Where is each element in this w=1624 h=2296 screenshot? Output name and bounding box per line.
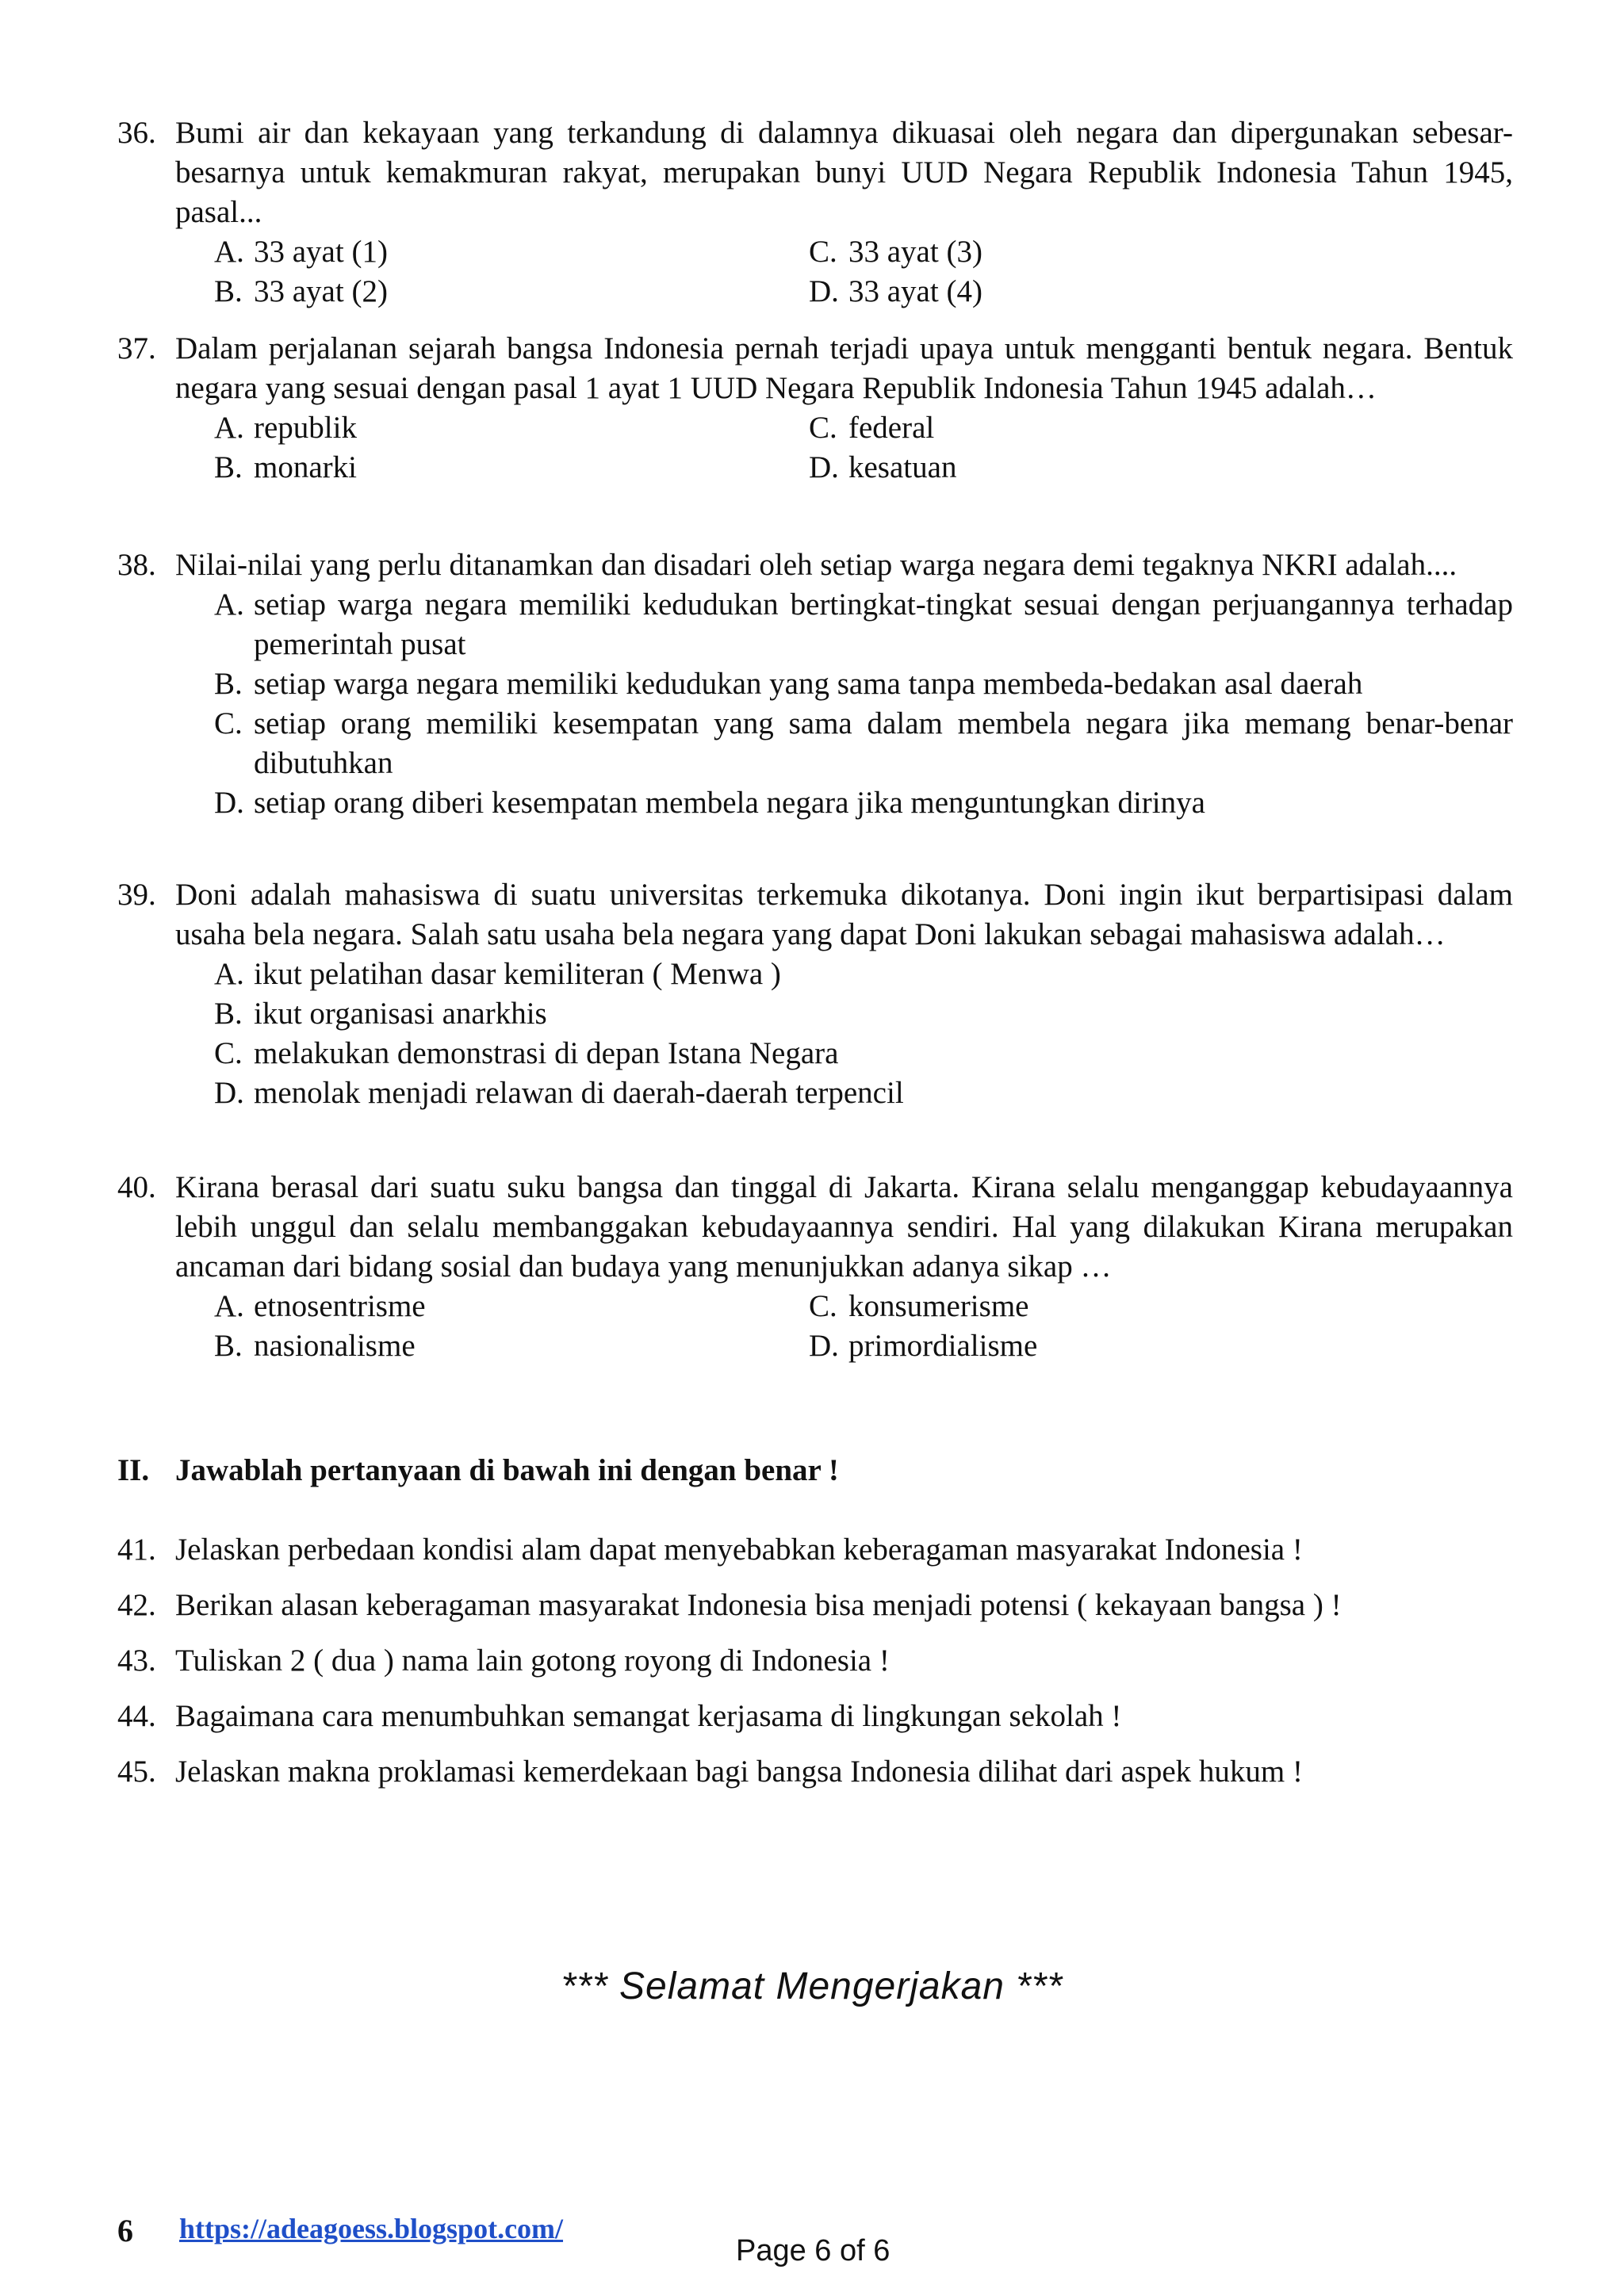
option-a: A. 33 ayat (1) — [214, 235, 388, 269]
section-heading — [117, 1452, 839, 1488]
essay-question-42 — [117, 1586, 1342, 1625]
option-d: D. setiap orang diberi kesempatan membela negara jika menguntungkan dirinya — [214, 786, 1205, 820]
question-text: Jelaskan makna proklamasi kemerdekaan bagi bangsa Indonesia dilihat dari aspek hukum ! — [175, 1755, 1303, 1789]
options — [214, 1287, 1513, 1366]
question-text: Jelaskan perbedaan kondisi alam dapat menyebabkan keberagaman masyarakat Indonesia ! — [175, 1533, 1303, 1567]
option-b: B. nasionalisme — [214, 1329, 416, 1363]
options — [214, 232, 1513, 312]
question-36 — [117, 113, 1513, 312]
option-d: D. menolak menjadi relawan di daerah-daerah terpencil — [214, 1076, 904, 1110]
option-d: D. 33 ayat (4) — [809, 274, 982, 308]
option-b: B. monarki — [214, 450, 357, 484]
essay-question-41 — [117, 1530, 1303, 1570]
question-text: Tuliskan 2 ( dua ) nama lain gotong royong di Indonesia ! — [175, 1644, 890, 1678]
question-40 — [117, 1168, 1513, 1366]
question-number: 44. — [117, 1699, 156, 1733]
option-a: A. republik — [214, 411, 357, 445]
question-38 — [117, 545, 1513, 823]
question-number: 45. — [117, 1755, 156, 1789]
footer-link[interactable]: https://adeagoess.blogspot.com/ — [179, 2213, 564, 2244]
option-c: C. konsumerisme — [809, 1289, 1029, 1323]
option-a: A. ikut pelatihan dasar kemiliteran ( Menwa ) — [214, 957, 781, 991]
option-d: D. primordialisme — [809, 1329, 1038, 1363]
essay-question-43 — [117, 1641, 890, 1681]
footer-page-number: 6 — [117, 2213, 133, 2248]
option-c: C. 33 ayat (3) — [809, 235, 982, 269]
question-number: 42. — [117, 1588, 156, 1622]
section-title: Jawablah pertanyaan di bawah ini dengan benar ! — [175, 1453, 839, 1487]
question-number: 38. — [117, 548, 156, 582]
essay-question-44 — [117, 1697, 1121, 1736]
options — [214, 408, 1513, 488]
option-b: B. ikut organisasi anarkhis — [214, 997, 547, 1031]
question-text: Bagaimana cara menumbuhkan semangat kerjasama di lingkungan sekolah ! — [175, 1699, 1122, 1733]
question-number: 41. — [117, 1533, 156, 1567]
question-number: 40. — [117, 1170, 156, 1204]
question-37 — [117, 329, 1513, 488]
option-c: C. setiap orang memiliki kesempatan yang sama dalam membela negara jika memang benar-benar dibutuhkan — [214, 706, 1513, 780]
question-39 — [117, 875, 1513, 1113]
option-b: B. 33 ayat (2) — [214, 274, 388, 308]
options — [214, 585, 1513, 823]
option-a: A. etnosentrisme — [214, 1289, 426, 1323]
question-text: Bumi air dan kekayaan yang terkandung di dalamnya dikuasai oleh negara dan dipergunakan sebesar-besarnya untuk kemakmuran rakyat, merupakan bunyi UUD Negara Republik Indonesia Tahun 1945, pasal... — [175, 116, 1513, 229]
section-number: II. — [117, 1453, 150, 1487]
question-text: Nilai-nilai yang perlu ditanamkan dan disadari oleh setiap warga negara demi tegaknya NKRI adalah.... — [175, 548, 1457, 582]
options — [214, 955, 1513, 1113]
option-b: B. setiap warga negara memiliki kedudukan yang sama tanpa membeda-bedakan asal daerah — [214, 667, 1363, 701]
question-text: Kirana berasal dari suatu suku bangsa dan tinggal di Jakarta. Kirana selalu menganggap kebudayaannya lebih unggul dan selalu membanggakan kebudayaannya sendiri. Hal yang dilakukan Kirana merupakan ancaman dari bidang sosial dan budaya yang menunjukkan adanya sikap … — [175, 1170, 1513, 1284]
option-d: D. kesatuan — [809, 450, 957, 484]
question-text: Berikan alasan keberagaman masyarakat Indonesia bisa menjadi potensi ( kekayaan bangsa ) ! — [175, 1588, 1342, 1622]
essay-question-45 — [117, 1752, 1303, 1792]
question-text: Doni adalah mahasiswa di suatu universitas terkemuka dikotanya. Doni ingin ikut berpartisipasi dalam usaha bela negara. Salah satu usaha bela negara yang dapat Doni lakukan sebagai mahasiswa adalah… — [175, 878, 1513, 951]
question-text: Dalam perjalanan sejarah bangsa Indonesia pernah terjadi upaya untuk mengganti bentuk negara. Bentuk negara yang sesuai dengan pasal 1 ayat 1 UUD Negara Republik Indonesia Tahun 1945 adalah… — [175, 331, 1513, 405]
option-a: A. setiap warga negara memiliki kedudukan bertingkat-tingkat sesuai dengan perjuangannya terhadap pemerintah pusat — [214, 587, 1513, 661]
question-number: 43. — [117, 1644, 156, 1678]
page-indicator: Page 6 of 6 — [736, 2234, 891, 2267]
question-number: 36. — [117, 116, 156, 150]
closing-message: *** Selamat Mengerjakan *** — [561, 1965, 1063, 2007]
question-number: 37. — [117, 331, 156, 365]
option-c: C. melakukan demonstrasi di depan Istana Negara — [214, 1036, 839, 1070]
option-c: C. federal — [809, 411, 935, 445]
question-number: 39. — [117, 878, 156, 912]
